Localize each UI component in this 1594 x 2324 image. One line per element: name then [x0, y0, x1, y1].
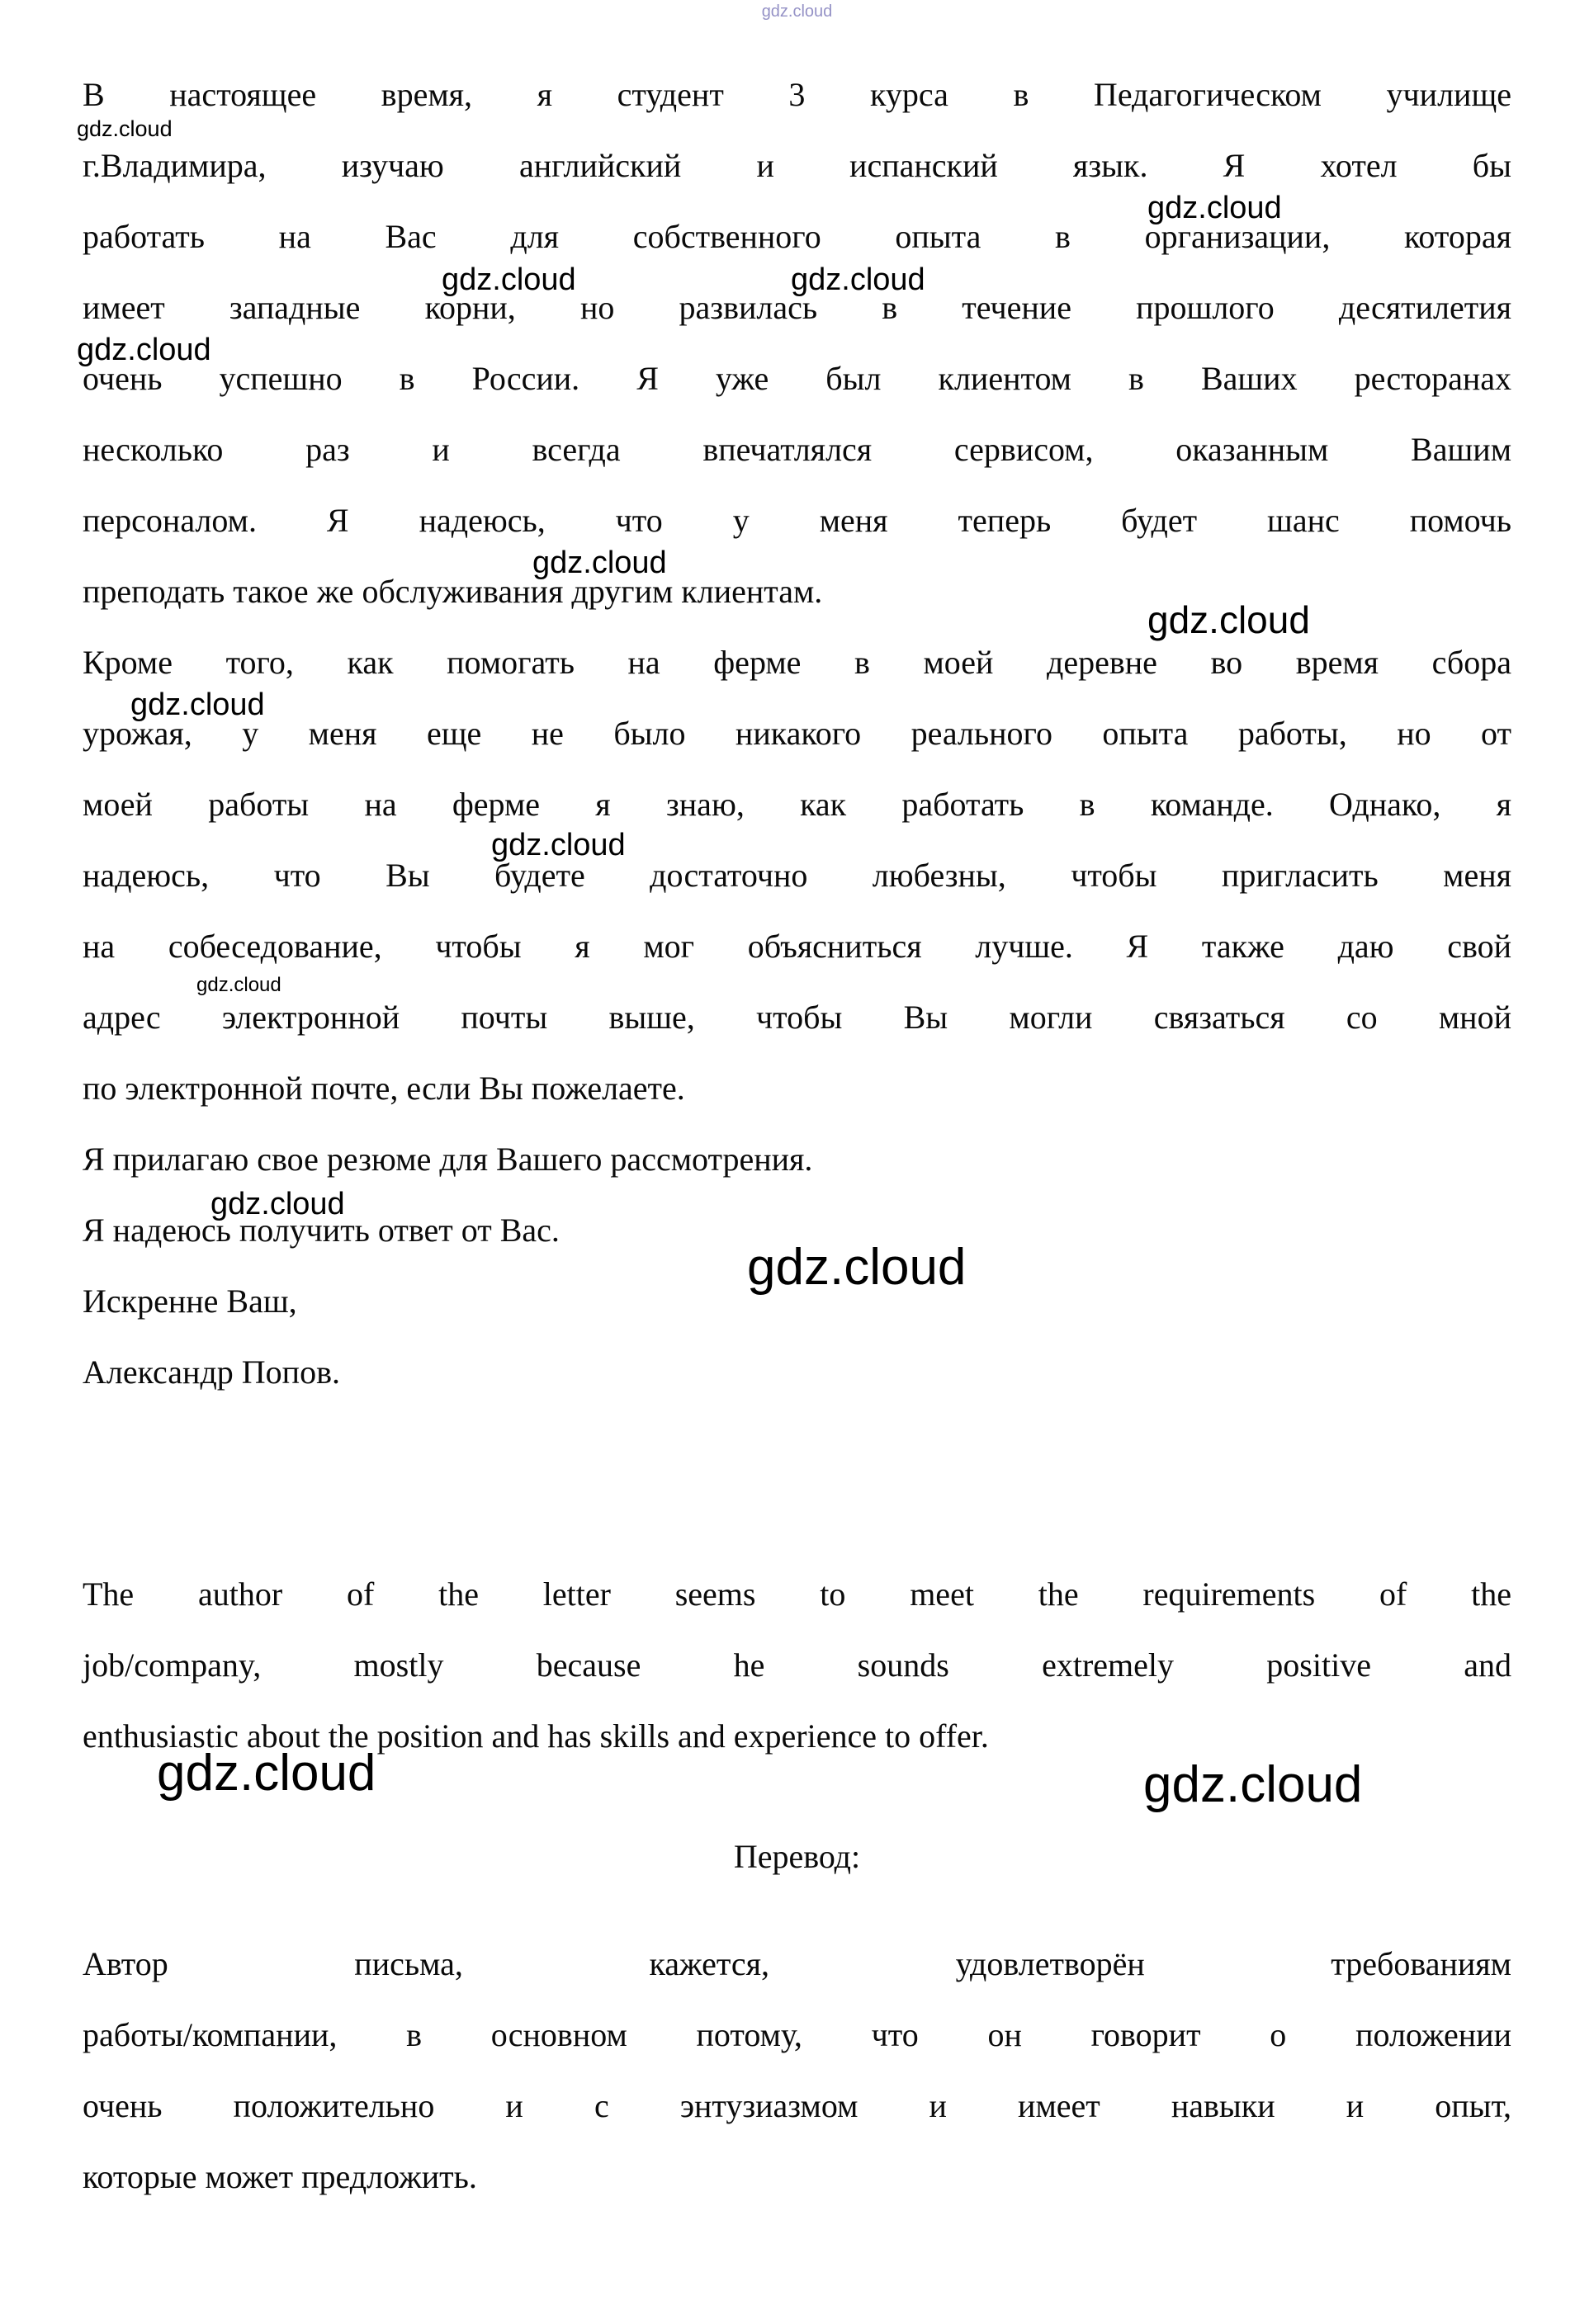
letter-signature: Александр Попов. — [83, 1353, 340, 1391]
watermark: gdz.cloud — [761, 2, 833, 21]
letter-line: на собеседование, чтобы я мог объясниться лучше. Я также даю свой — [83, 928, 1511, 965]
watermark: gdz.cloud — [442, 262, 576, 297]
translation-line: Автор письма, кажется, удовлетворён требованиям — [83, 1945, 1511, 1982]
letter-line: Кроме того, как помогать на ферме в моей деревне во время сбора — [83, 644, 1511, 681]
analysis-line: job/company, mostly because he sounds extremely positive and — [83, 1646, 1511, 1684]
letter-line: персоналом. Я надеюсь, что у меня теперь будет шанс помочь — [83, 502, 1511, 539]
translation-line: которые может предложить. — [83, 2158, 477, 2195]
watermark: gdz.cloud — [77, 333, 211, 367]
translation-heading: Перевод: — [733, 1838, 861, 1875]
letter-line: моей работы на ферме я знаю, как работать в команде. Однако, я — [83, 786, 1511, 823]
watermark: gdz.cloud — [196, 974, 281, 996]
translation-line: очень положительно и с энтузиазмом и имеет навыки и опыт, — [83, 2087, 1511, 2124]
letter-line: по электронной почте, если Вы пожелаете. — [83, 1070, 685, 1107]
analysis-english — [83, 1559, 1511, 1772]
watermark: gdz.cloud — [791, 262, 925, 297]
watermark: gdz.cloud — [747, 1239, 967, 1296]
translation-heading-block — [83, 1821, 1511, 1892]
letter-line: работать на Вас для собственного опыта в организации, которая — [83, 218, 1511, 255]
watermark: gdz.cloud — [210, 1187, 345, 1221]
watermark: gdz.cloud — [77, 116, 173, 141]
analysis-line: The author of the letter seems to meet the requirements of the — [83, 1575, 1511, 1613]
letter-line: надеюсь, что Вы будете достаточно любезны, чтобы пригласить меня — [83, 857, 1511, 894]
watermark: gdz.cloud — [157, 1745, 376, 1802]
watermark: gdz.cloud — [1147, 598, 1310, 641]
letter-line: г.Владимира, изучаю английский и испанский язык. Я хотел бы — [83, 147, 1511, 184]
letter-line: несколько раз и всегда впечатлялся сервисом, оказанным Вашим — [83, 431, 1511, 468]
letter-enclosure-line: Я прилагаю свое резюме для Вашего рассмотрения. — [83, 1141, 813, 1178]
letter-line: адрес электронной почты выше, чтобы Вы могли связаться со мной — [83, 999, 1511, 1036]
letter-line: урожая, у меня еще не было никакого реального опыта работы, но от — [83, 715, 1511, 752]
letter-line: имеет западные корни, но развилась в течение прошлого десятилетия — [83, 289, 1511, 326]
watermark: gdz.cloud — [491, 828, 626, 862]
letter-body — [83, 59, 1511, 1408]
letter-line: В настоящее время, я студент 3 курса в Педагогическом училище — [83, 76, 1511, 113]
letter-signoff: Искренне Ваш, — [83, 1282, 297, 1320]
analysis-russian — [83, 1929, 1511, 2213]
analysis-line: enthusiastic about the position and has skills and experience to offer. — [83, 1717, 989, 1755]
letter-line: преподать такое же обслуживания другим клиентам. — [83, 573, 823, 610]
translation-line: работы/компании, в основном потому, что он говорит о положении — [83, 2016, 1511, 2053]
letter-hope-line: Я надеюсь получить ответ от Вас. — [83, 1212, 560, 1249]
watermark: gdz.cloud — [1147, 191, 1282, 225]
letter-line: очень успешно в России. Я уже был клиентом в Ваших ресторанах — [83, 360, 1511, 397]
watermark: gdz.cloud — [1143, 1756, 1363, 1813]
watermark: gdz.cloud — [532, 546, 667, 580]
watermark: gdz.cloud — [130, 687, 265, 722]
